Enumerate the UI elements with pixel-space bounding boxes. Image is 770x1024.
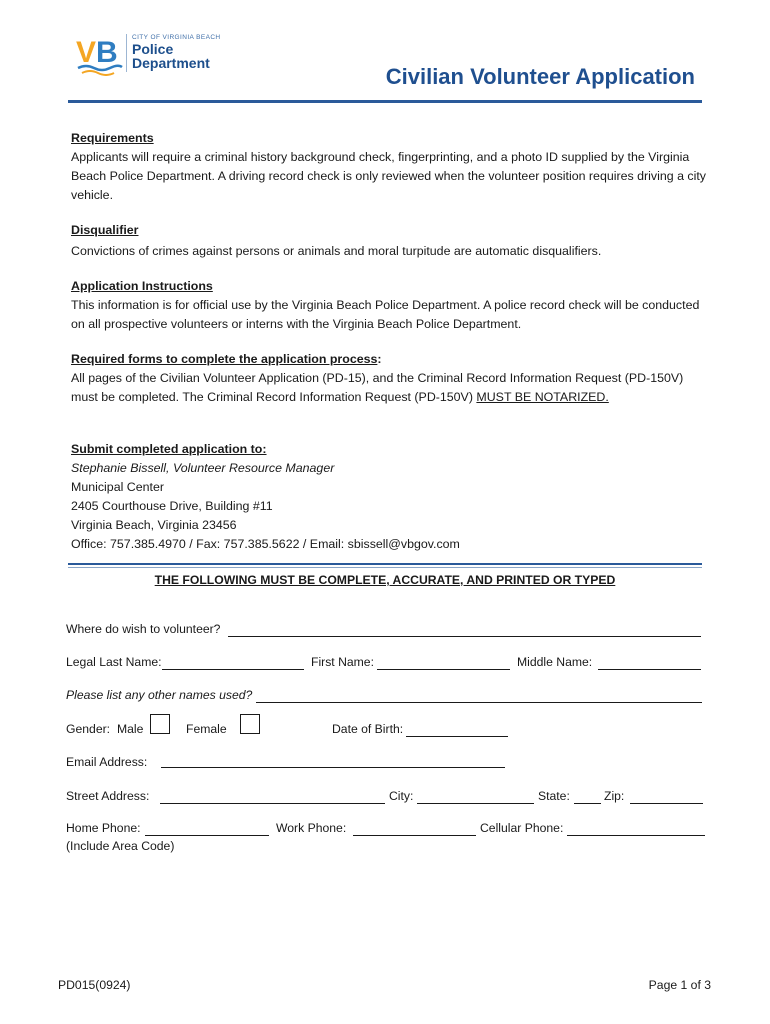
required-forms-section — [71, 350, 711, 407]
state-label: State: — [538, 789, 570, 803]
disqualifier-heading: Disqualifier — [71, 223, 139, 237]
city-label: City: — [389, 789, 414, 803]
state-field[interactable] — [574, 803, 601, 804]
cell-phone-field[interactable] — [567, 835, 705, 836]
zip-field[interactable] — [630, 803, 703, 804]
last-name-label: Legal Last Name: — [66, 655, 162, 669]
male-checkbox[interactable] — [150, 714, 170, 734]
gender-label: Gender: — [66, 722, 111, 736]
form-code: PD015(0924) — [58, 978, 131, 992]
work-phone-label: Work Phone: — [276, 821, 347, 835]
requirements-heading: Requirements — [71, 131, 154, 145]
submit-contact-name: Stephanie Bissell, Volunteer Resource Manager — [71, 461, 335, 475]
forms-body: All pages of the Civilian Volunteer Application (PD-15), and the Criminal Record Information Request (PD-150V) must be completed. The Criminal Record Information Request (PD-150V) — [71, 371, 684, 404]
instructions-section — [71, 277, 711, 334]
instructions-body: This information is for official use by the Virginia Beach Police Department. A police record check will be conducted on all prospective volunteers or interns with the Virginia Beach Police Department. — [71, 298, 700, 331]
other-names-label: Please list any other names used? — [66, 688, 253, 702]
middle-name-label: Middle Name: — [517, 655, 593, 669]
forms-heading: Required forms to complete the application process — [71, 352, 378, 366]
section-divider — [68, 563, 702, 565]
logo-police-text: Police — [132, 41, 174, 57]
other-names-field[interactable] — [256, 702, 702, 703]
street-label: Street Address: — [66, 789, 150, 803]
submit-contact-line: Office: 757.385.4970 / Fax: 757.385.5622 / Email: sbissell@vbgov.com — [71, 537, 460, 551]
forms-heading-colon: : — [377, 352, 382, 366]
email-field[interactable] — [161, 767, 505, 768]
submit-section — [71, 440, 711, 554]
first-name-field[interactable] — [377, 669, 510, 670]
volunteer-where-field[interactable] — [228, 636, 701, 637]
must-complete-notice: THE FOLLOWING MUST BE COMPLETE, ACCURATE, AND PRINTED OR TYPED — [154, 573, 616, 587]
zip-label: Zip: — [604, 789, 625, 803]
home-phone-label: Home Phone: — [66, 821, 141, 835]
notarized-emphasis: MUST BE NOTARIZED. — [476, 390, 609, 404]
email-label: Email Address: — [66, 755, 148, 769]
city-field[interactable] — [417, 803, 534, 804]
disqualifier-body: Convictions of crimes against persons or animals and moral turpitude are automatic disqualifiers. — [71, 244, 602, 258]
submit-address-line1: Municipal Center — [71, 480, 164, 494]
vbpd-logo — [76, 32, 226, 76]
page-title: Civilian Volunteer Application — [385, 64, 695, 89]
female-label: Female — [186, 722, 227, 736]
submit-address-line3: Virginia Beach, Virginia 23456 — [71, 518, 237, 532]
female-checkbox[interactable] — [240, 714, 260, 734]
work-phone-field[interactable] — [353, 835, 476, 836]
svg-text:V: V — [76, 36, 97, 69]
vb-logo-icon — [76, 32, 124, 76]
requirements-body: Applicants will require a criminal history background check, fingerprinting, and a photo ID supplied by the Virginia Beach Police Department. A driving record check is only reviewed when the volunteer position requires driving a city vehicle. — [71, 150, 707, 202]
instructions-heading: Application Instructions — [71, 279, 213, 293]
dob-field[interactable] — [406, 736, 508, 737]
volunteer-where-label: Where do wish to volunteer? — [66, 622, 221, 636]
male-label: Male — [117, 722, 144, 736]
logo-department-text: Department — [132, 55, 210, 71]
logo-city-text: CITY OF VIRGINIA BEACH — [132, 34, 221, 41]
area-code-note: (Include Area Code) — [66, 839, 175, 853]
last-name-field[interactable] — [162, 669, 304, 670]
home-phone-field[interactable] — [145, 835, 269, 836]
disqualifier-section — [71, 221, 711, 261]
section-divider-thin — [68, 567, 702, 568]
submit-address-line2: 2405 Courthouse Drive, Building #11 — [71, 499, 273, 513]
page-number: Page 1 of 3 — [648, 978, 711, 992]
dob-label: Date of Birth: — [332, 722, 404, 736]
cell-phone-label: Cellular Phone: — [480, 821, 564, 835]
title-divider — [68, 100, 702, 103]
svg-text:B: B — [96, 36, 118, 69]
middle-name-field[interactable] — [598, 669, 701, 670]
street-field[interactable] — [160, 803, 385, 804]
first-name-label: First Name: — [311, 655, 374, 669]
submit-heading: Submit completed application to: — [71, 442, 267, 456]
requirements-section — [71, 129, 711, 205]
